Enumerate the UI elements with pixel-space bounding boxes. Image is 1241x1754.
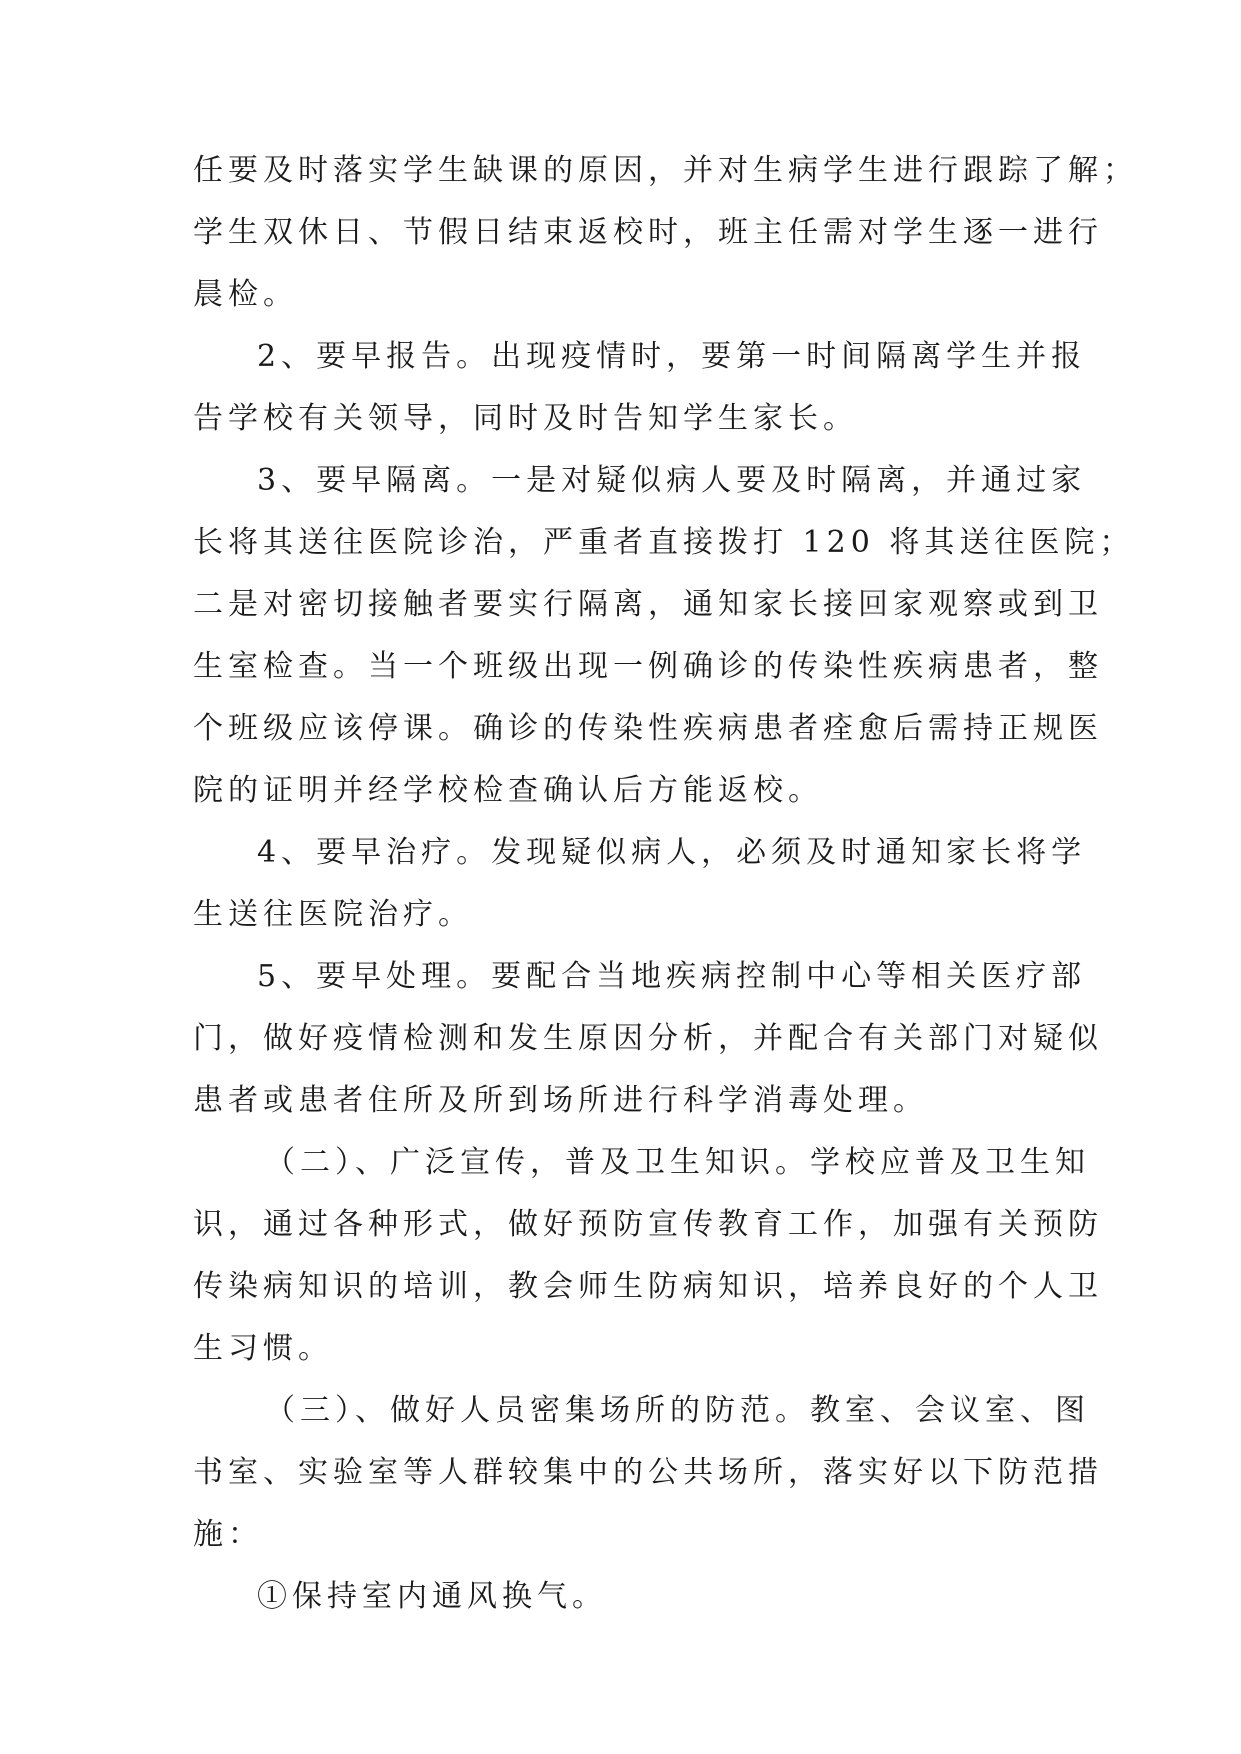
text-line: 晨检。 bbox=[193, 277, 298, 312]
text-line: 3、要早隔离。一是对疑似病人要及时隔离，并通过家 bbox=[257, 463, 1087, 498]
paragraph-section-two bbox=[193, 1132, 1103, 1380]
paragraph-item-5 bbox=[193, 946, 1103, 1132]
text-line: 个班级应该停课。确诊的传染性疾病患者痊愈后需持正规医 bbox=[193, 711, 1103, 746]
text-line: ①保持室内通风换气。 bbox=[257, 1579, 607, 1614]
text-line: 学生双休日、节假日结束返校时，班主任需对学生逐一进行 bbox=[193, 215, 1103, 250]
paragraph-continuation bbox=[193, 140, 1138, 326]
text-line: 告学校有关领导，同时及时告知学生家长。 bbox=[193, 401, 858, 436]
text-line: 书室、实验室等人群较集中的公共场所，落实好以下防范措 bbox=[193, 1455, 1103, 1490]
text-line: 传染病知识的培训，教会师生防病知识，培养良好的个人卫 bbox=[193, 1269, 1103, 1304]
text-line: 患者或患者住所及所到场所进行科学消毒处理。 bbox=[193, 1083, 928, 1118]
text-line: 识，通过各种形式，做好预防宣传教育工作，加强有关预防 bbox=[193, 1207, 1103, 1242]
paragraph-item-3 bbox=[193, 450, 1135, 822]
text-line: 二是对密切接触者要实行隔离，通知家长接回家观察或到卫 bbox=[193, 587, 1103, 622]
text-line: （三）、做好人员密集场所的防范。教室、会议室、图 bbox=[265, 1393, 1090, 1428]
text-line: 任要及时落实学生缺课的原因，并对生病学生进行跟踪了解； bbox=[193, 153, 1138, 188]
text-line: 施： bbox=[193, 1517, 263, 1552]
text-line: 生送往医院治疗。 bbox=[193, 897, 473, 932]
document-body bbox=[193, 140, 1138, 1628]
text-line: 长将其送往医院诊治，严重者直接拨打 120 将其送往医院； bbox=[193, 525, 1135, 560]
text-line: 生习惯。 bbox=[193, 1331, 333, 1366]
text-line: 2、要早报告。出现疫情时，要第一时间隔离学生并报 bbox=[257, 339, 1087, 374]
text-line: （二）、广泛宣传，普及卫生知识。学校应普及卫生知 bbox=[265, 1145, 1090, 1180]
paragraph-section-three bbox=[193, 1380, 1103, 1566]
text-line: 4、要早治疗。发现疑似病人，必须及时通知家长将学 bbox=[257, 835, 1087, 870]
paragraph-measure-1 bbox=[193, 1566, 1048, 1628]
text-line: 院的证明并经学校检查确认后方能返校。 bbox=[193, 773, 823, 808]
paragraph-item-2 bbox=[193, 326, 1087, 450]
text-line: 门，做好疫情检测和发生原因分析，并配合有关部门对疑似 bbox=[193, 1021, 1103, 1056]
paragraph-item-4 bbox=[193, 822, 1087, 946]
text-line: 5、要早处理。要配合当地疾病控制中心等相关医疗部 bbox=[257, 959, 1087, 994]
text-line: 生室检查。当一个班级出现一例确诊的传染性疾病患者，整 bbox=[193, 649, 1103, 684]
